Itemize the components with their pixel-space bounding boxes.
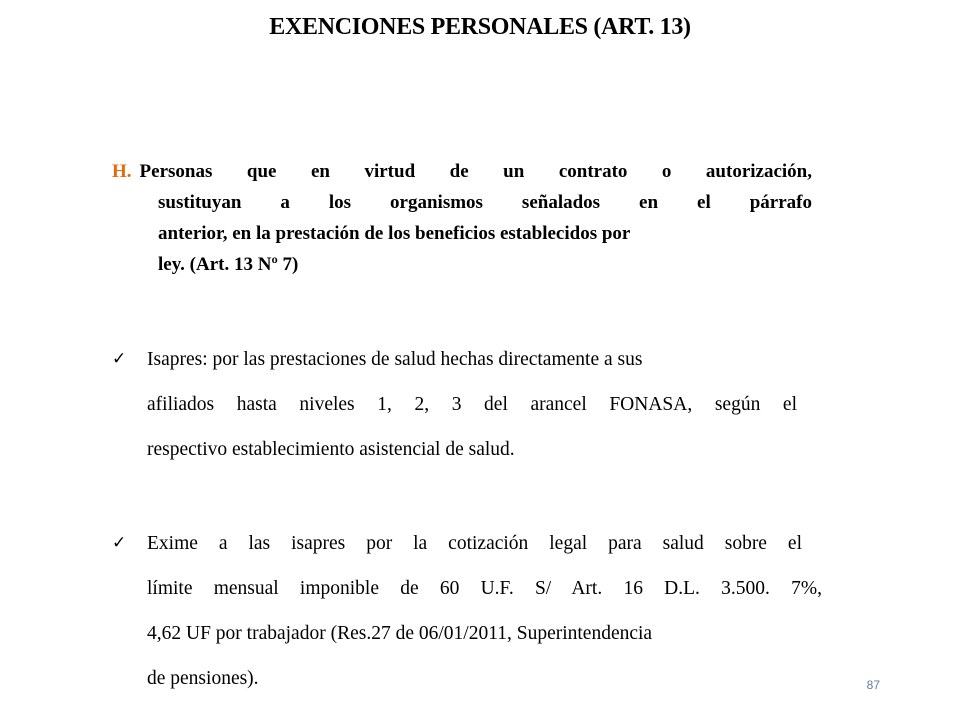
bullet-isapres (112, 337, 822, 472)
paragraph-h-line: sustituyan a los organismos señalados en el párrafo (158, 192, 812, 213)
checkmark-icon: ✓ (112, 533, 127, 553)
bullet-exime (112, 521, 822, 701)
slide-title: EXENCIONES PERSONALES (ART. 13) (269, 14, 691, 40)
paragraph-h-line: anterior, en la prestación de los beneficios establecidos por (158, 223, 631, 244)
checkmark-icon: ✓ (112, 349, 127, 369)
bullet-line: Exime a las isapres por la cotización legal para salud sobre el (147, 533, 802, 554)
bullet-line: límite mensual imponible de 60 U.F. S/ Art. 16 D.L. 3.500. 7%, (147, 578, 822, 599)
paragraph-h-line: ley. (Art. 13 Nº 7) (158, 254, 299, 275)
bullet-line: respectivo establecimiento asistencial de salud. (147, 439, 515, 460)
bullet-line: afiliados hasta niveles 1, 2, 3 del arancel FONASA, según el (147, 394, 797, 415)
page-number: 87 (866, 678, 880, 692)
paragraph-h-line (112, 156, 812, 187)
bullet-line: de pensiones). (147, 668, 259, 689)
paragraph-h (112, 156, 812, 280)
bullet-line: 4,62 UF por trabajador (Res.27 de 06/01/2011, Superintendencia (147, 623, 653, 644)
bullet-line: Isapres: por las prestaciones de salud hechas directamente a sus (147, 349, 643, 370)
paragraph-marker: H. (112, 161, 132, 182)
paragraph-h-text: Personas que en virtud de un contrato o autorización, (139, 161, 812, 182)
